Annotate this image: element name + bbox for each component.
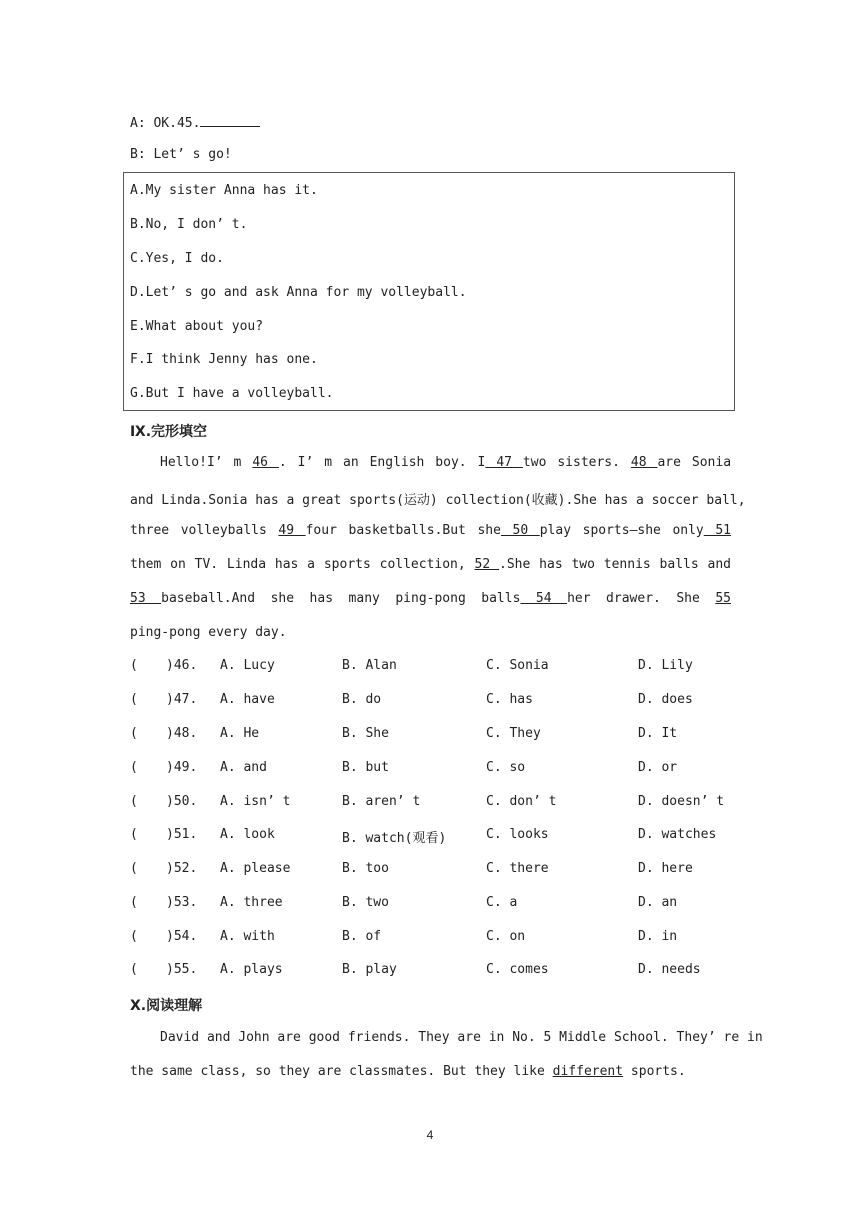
option-e: E.What about you? [130, 319, 264, 334]
question-row: ( )55. A. plays B. play C. comes D. needs [130, 962, 701, 977]
reading-line-2: the same class, so they are classmates. But they like different sports. [130, 1064, 686, 1079]
section-10-title: Ⅹ.阅读理解 [130, 998, 203, 1014]
passage-line-2: and Linda.Sonia has a great sports(运动) collection(收藏).She has a soccer ball, [130, 493, 746, 508]
blank-49: 49 [278, 523, 306, 538]
answer-blank-45[interactable] [200, 114, 260, 127]
blank-47: 47 [485, 455, 523, 470]
reading-line-1: David and John are good friends. They are in No. 5 Middle School. They’ re in [160, 1030, 763, 1045]
blank-50: 50 [500, 523, 540, 538]
passage-line-6: ping-pong every day. [130, 625, 287, 640]
question-row: ( )48. A. He B. She C. They D. It [130, 726, 678, 741]
option-g: G.But I have a volleyball. [130, 386, 334, 401]
question-row: ( )47. A. have B. do C. has D. does [130, 692, 693, 707]
question-row: ( )46. A. Lucy B. Alan C. Sonia D. Lily [130, 658, 693, 673]
dialogue-line-a-text: A: OK.45. [130, 116, 201, 131]
question-row: ( )52. A. please B. too C. there D. here [130, 861, 693, 876]
blank-46: 46 [252, 455, 279, 470]
section-9-title: Ⅸ.完形填空 [130, 424, 208, 440]
underlined-word: different [552, 1064, 624, 1079]
passage-line-1: Hello!I’ m 46 . I’ m an English boy. I 47 two sisters. 48 are Sonia [160, 455, 732, 470]
option-f: F.I think Jenny has one. [130, 352, 318, 367]
blank-52: 52 [474, 557, 500, 572]
option-b: B.No, I don’ t. [130, 217, 248, 232]
option-c: C.Yes, I do. [130, 251, 224, 266]
question-row: ( )50. A. isn’ t B. aren’ t C. don’ t D. doesn’ t [130, 794, 725, 809]
question-row: ( )54. A. with B. of C. on D. in [130, 929, 678, 944]
dialogue-line-b: B: Let’ s go! [130, 147, 232, 162]
passage-line-3: three volleyballs 49 four basketballs.But she 50 play sports—she only 51 [130, 523, 731, 538]
question-row: ( )49. A. and B. but C. so D. or [130, 760, 678, 775]
passage-line-4: them on TV. Linda has a sports collection, 52 .She has two tennis balls and [130, 557, 731, 572]
page-number: 4 [426, 1128, 434, 1142]
options-box [123, 172, 735, 411]
option-d: D.Let’ s go and ask Anna for my volleyball. [130, 285, 467, 300]
blank-53: 53 [130, 591, 162, 606]
blank-55: 55 [715, 591, 731, 606]
question-row: ( )53. A. three B. two C. a D. an [130, 895, 678, 910]
question-row: ( )51. A. look B. watch(观看) C. looks D. watches [130, 827, 717, 846]
passage-line-5: 53 baseball.And she has many ping-pong balls 54 her drawer. She 55 [130, 591, 731, 606]
option-a: A.My sister Anna has it. [130, 183, 318, 198]
blank-54: 54 [520, 591, 568, 606]
dialogue-line-a [130, 114, 260, 131]
blank-48: 48 [630, 455, 658, 470]
blank-51: 51 [703, 523, 731, 538]
